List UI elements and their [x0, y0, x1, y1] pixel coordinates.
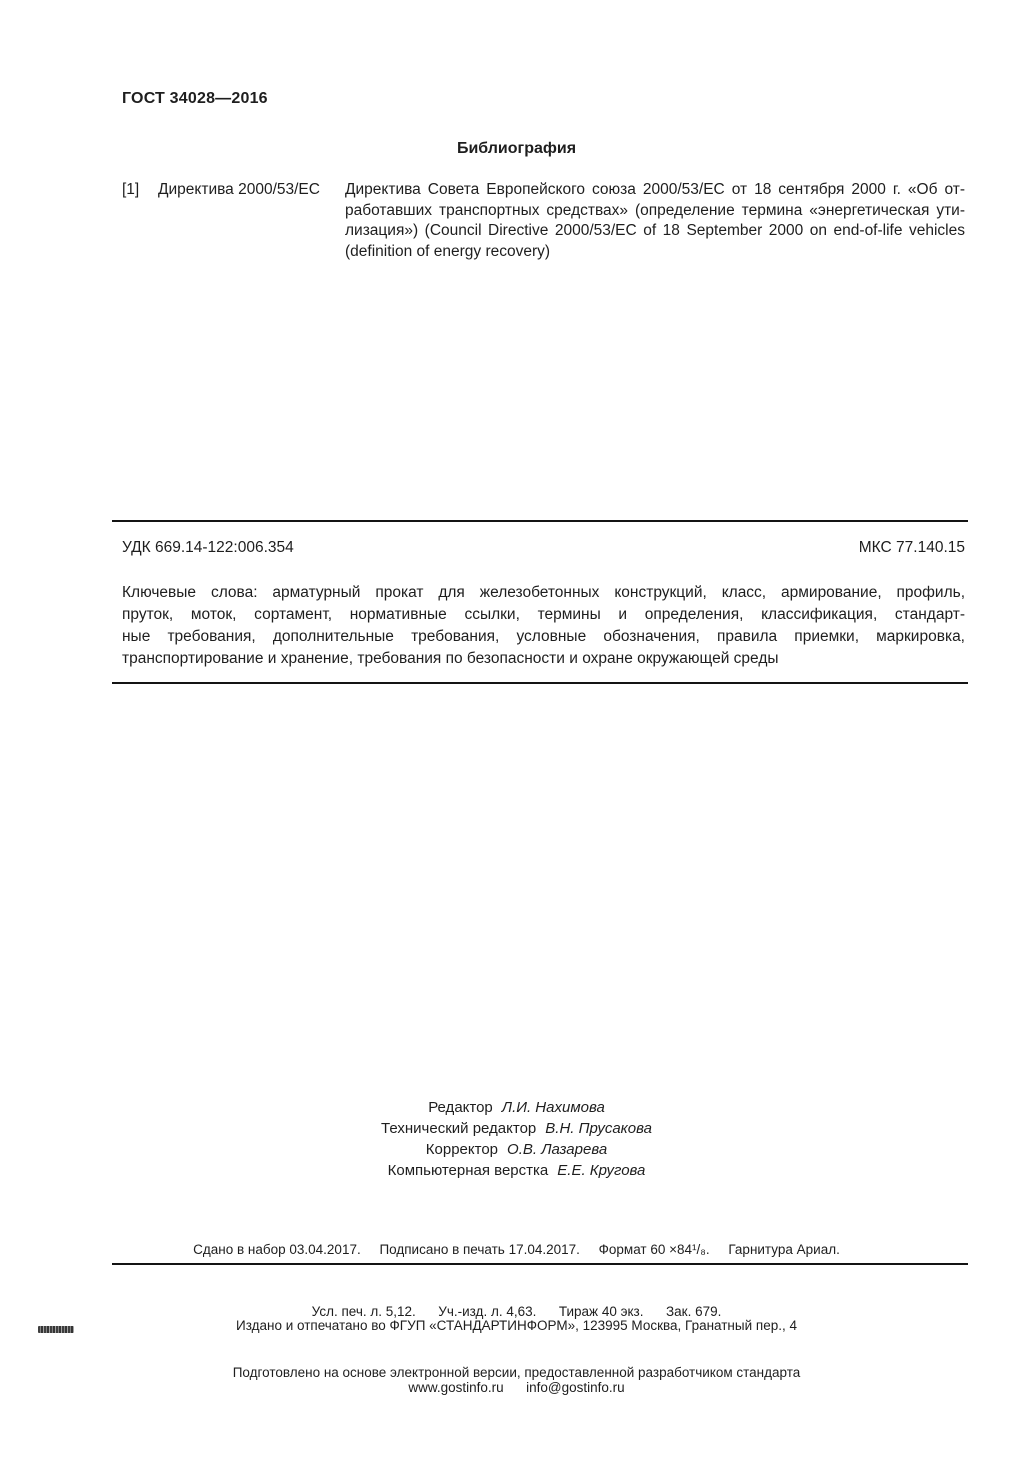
bibliography-entry	[122, 180, 965, 262]
publisher-block	[0, 1275, 1033, 1439]
editor-role: Редактор	[428, 1099, 493, 1116]
horizontal-rule	[112, 1263, 968, 1265]
print-info-line: Усл. печ. л. 5,12. Уч.-изд. л. 4,63. Тираж 40 экз. Зак. 679.	[311, 1303, 722, 1319]
horizontal-rule	[112, 520, 968, 522]
bibliography-heading: Библиография	[456, 140, 577, 157]
editor-line	[0, 1160, 1033, 1181]
editor-name: О.В. Лазарева	[507, 1141, 608, 1158]
classification-codes-row	[122, 539, 965, 557]
doc-number: ГОСТ 34028—2016	[122, 90, 268, 107]
editor-name: Е.Е. Кругова	[557, 1162, 646, 1179]
bibliography-term: Директива 2000/53/ЕС	[158, 181, 320, 198]
keywords-line: пруток, моток, сортамент, нормативные ссылки, термины и определения, классификация, стандарт-	[122, 606, 965, 623]
editor-line	[0, 1118, 1033, 1139]
bibliography-description-line: Директива Совета Европейского союза 2000/53/ЕС от 18 сентября 2000 г. «Об от-	[345, 181, 965, 198]
keywords-line: Ключевые слова: арматурный прокат для железобетонных конструкций, класс, армирование, профиль,	[122, 584, 965, 601]
scan-artifact	[38, 1326, 74, 1333]
editor-line	[0, 1139, 1033, 1160]
bibliography-description-line: лизация») (Council Directive 2000/53/EC of 18 September 2000 on end-of-life vehicles	[345, 222, 965, 239]
editor-role: Технический редактор	[381, 1120, 537, 1137]
keywords-line: транспортирование и хранение, требования по безопасности и охране окружающей среды	[122, 650, 779, 667]
bibliography-ref-number: [1]	[122, 181, 140, 198]
editor-role: Корректор	[425, 1141, 499, 1158]
publisher-line: Издано и отпечатано во ФГУП «СТАНДАРТИНФОРМ», 123995 Москва, Гранатный пер., 4	[236, 1318, 797, 1333]
editor-name: В.Н. Прусакова	[545, 1120, 652, 1137]
print-info-line: Подготовлено на основе электронной версии, предоставленной разработчиком стандарта	[232, 1365, 801, 1380]
bibliography-description	[345, 180, 965, 262]
udk-code: УДК 669.14-122:006.354	[122, 539, 294, 556]
editors-block	[0, 1097, 1033, 1181]
editor-line	[0, 1097, 1033, 1118]
editor-role: Компьютерная верстка	[387, 1162, 549, 1179]
horizontal-rule	[112, 682, 968, 684]
print-info-line: Сдано в набор 03.04.2017. Подписано в печать 17.04.2017. Формат 60 ×84¹/₈. Гарнитура Ариал.	[193, 1242, 840, 1257]
bibliography-description-line: работавших транспортных средствах» (определение термина «энергетическая ути-	[345, 201, 965, 219]
mks-code: МКС 77.140.15	[858, 539, 965, 556]
bibliography-description-line: (definition of energy recovery)	[345, 242, 551, 260]
editor-name: Л.И. Нахимова	[501, 1099, 605, 1116]
keywords-paragraph	[122, 582, 965, 670]
publisher-contacts-line: www.gostinfo.ru info@gostinfo.ru	[408, 1379, 625, 1395]
keywords-line: ные требования, дополнительные требования, условные обозначения, правила приемки, маркировка,	[122, 628, 965, 645]
